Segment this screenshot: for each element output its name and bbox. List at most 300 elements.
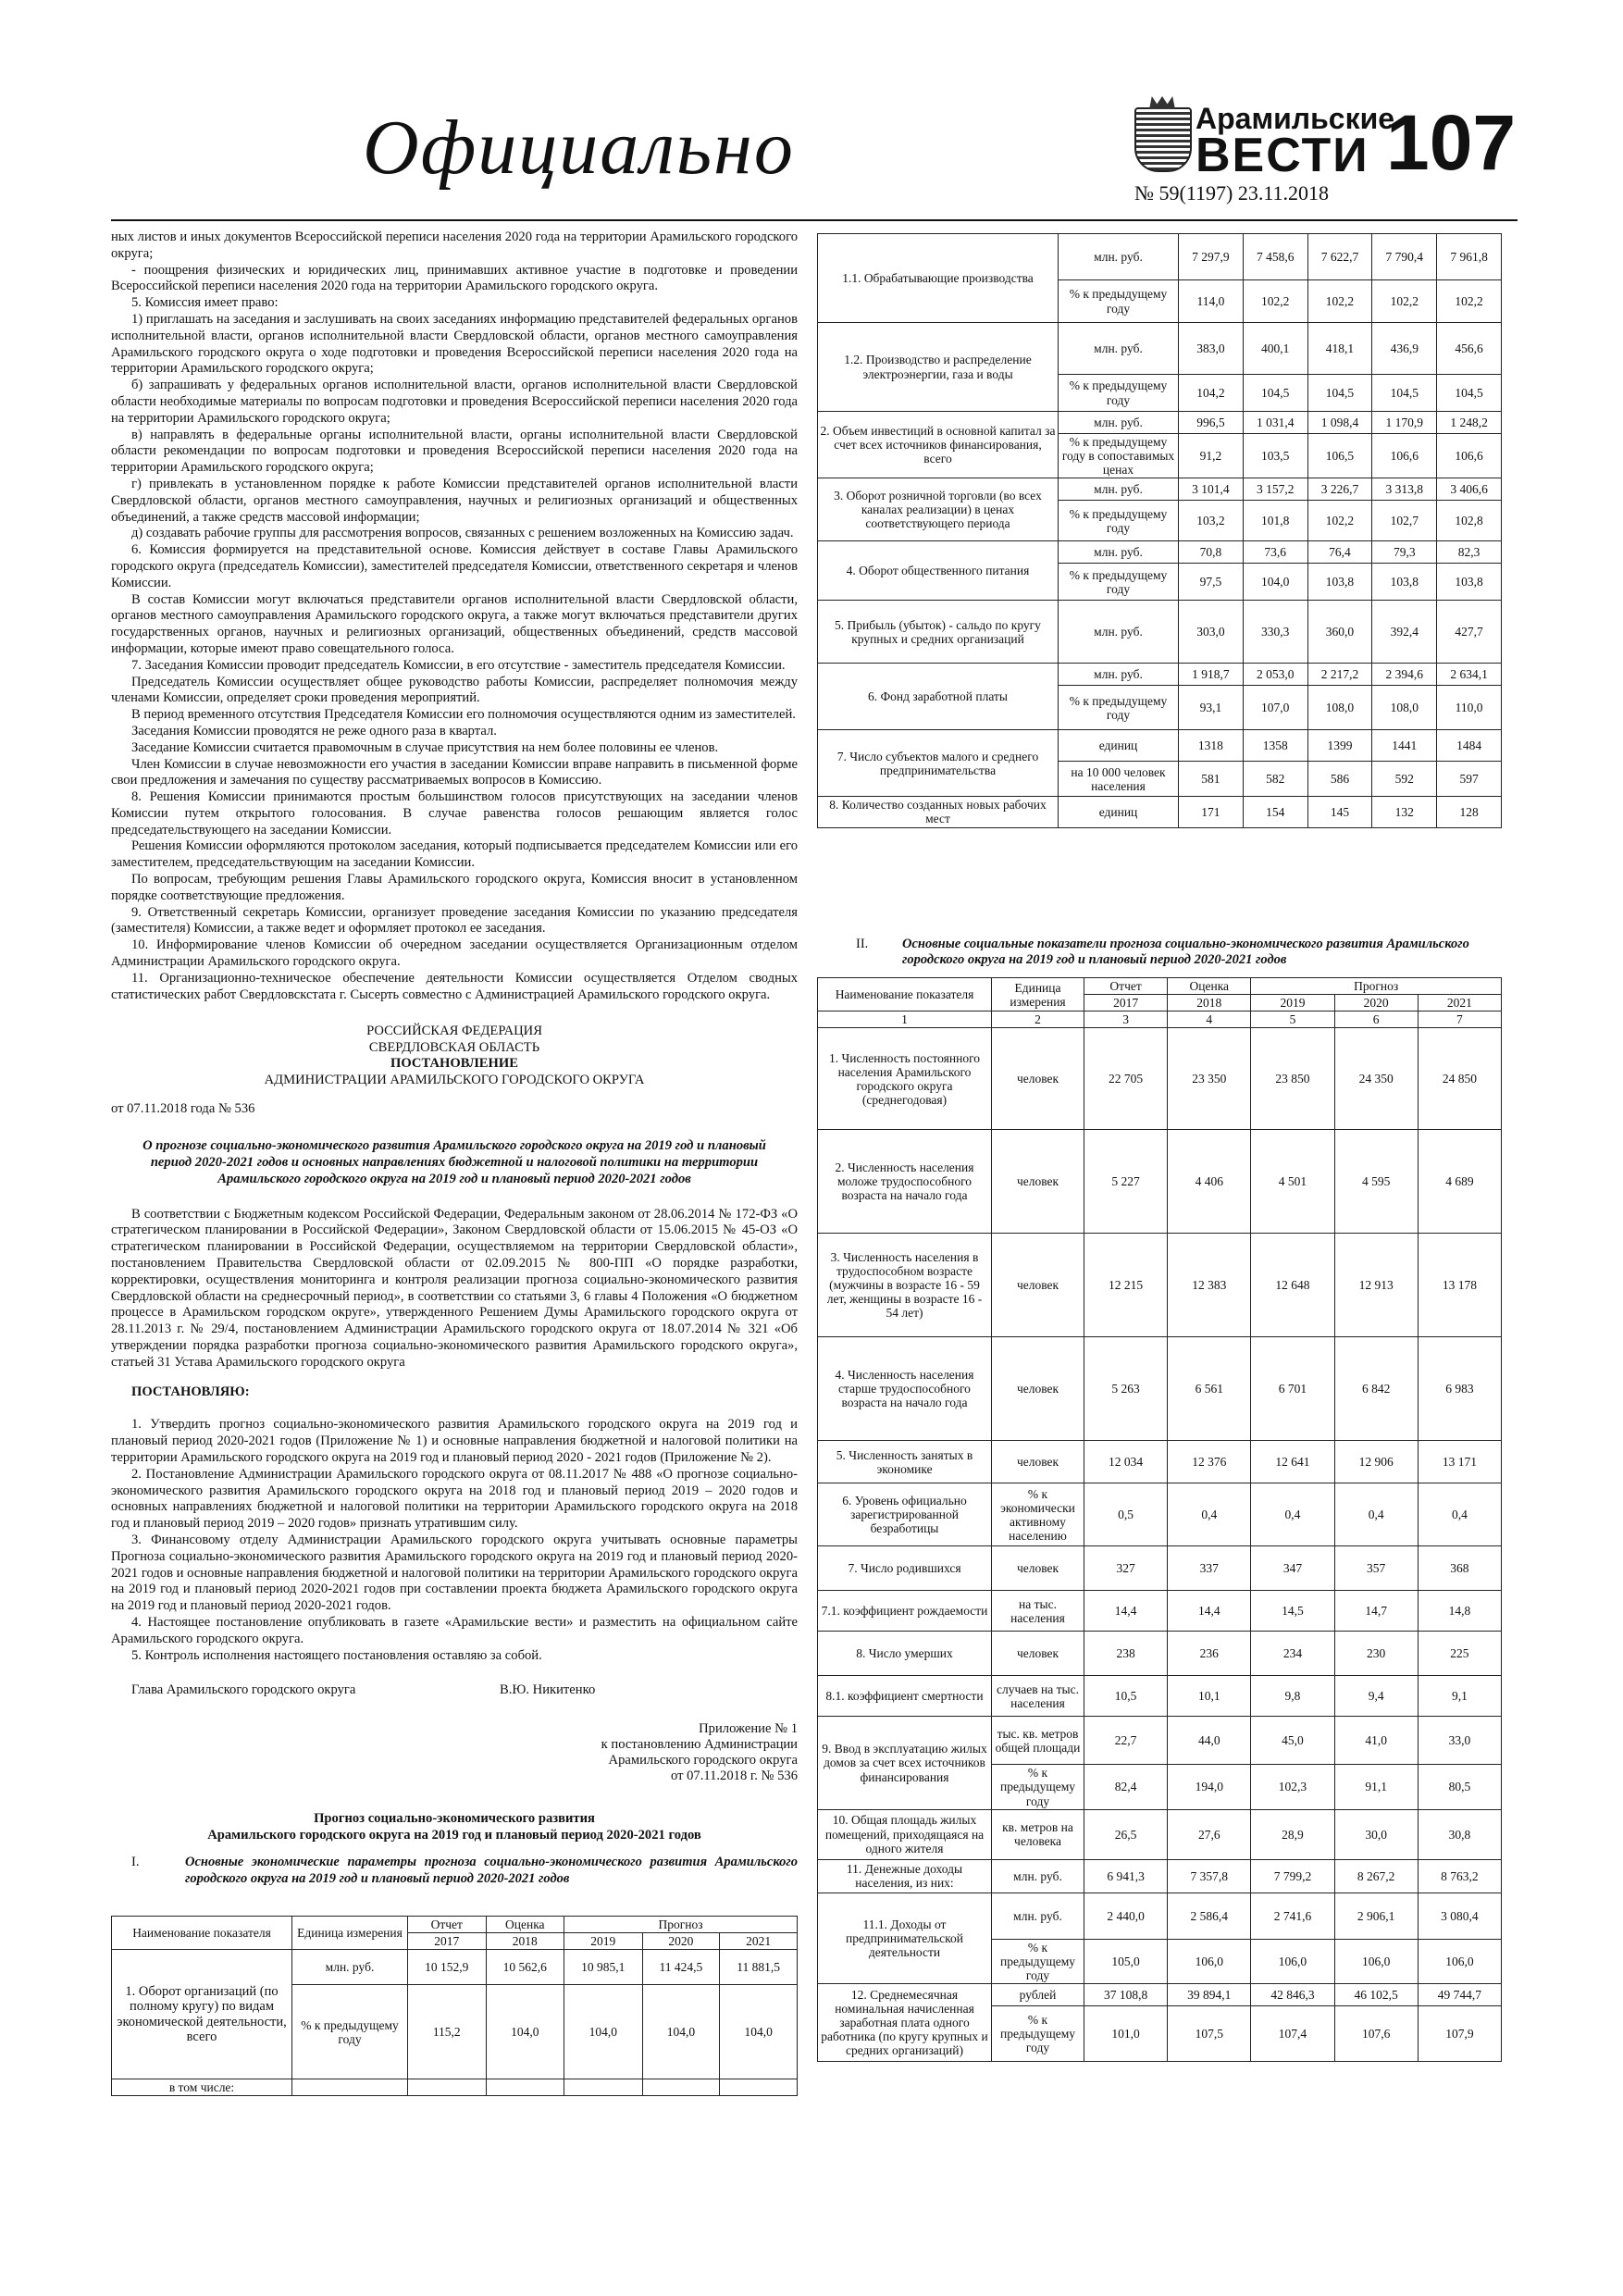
- paper-name-top: Арамильские: [1196, 102, 1395, 135]
- cell-unit: % к предыдущему году: [1059, 280, 1179, 323]
- cell-value: 418,1: [1307, 323, 1372, 375]
- th-year: 2019: [1251, 995, 1334, 1011]
- decree-title: О прогнозе социально-экономического развития Арамильского городского округа на 2019 год и плановый период 2020-2021 годов и основных направлениях бюджетной и налоговой политики на территории Арамильского городского округа на 2019 год и плановый период 2020-2021 годов: [142, 1138, 766, 1186]
- decree-preamble: В соответствии с Бюджетным кодексом Российской Федерации, Федеральным законом от 28.06.2014 № 172-ФЗ «О стратегическом планировании в Российской Федерации», Законом Свердловской области от 15.06.2015 № 45-ОЗ «О стратегическом планировании в Российской Федерации, осуществляемом на территории Свердловской области», постановлением Правительства Свердловской области от 02.09.2015 № 800-ПП «О порядке разработки, корректировки, осуществления мониторинга и контроля реализации прогноза социально-экономического развития Свердловской области на среднесрочный период», в соответствии со статьями 3, 6 главы 4 Положения «О бюджетном процессе в Арамильском городском округе», утвержденного Решением Думы Арамильского городского округа от 28.11.2013 г. № 29/4, постановлением Администрации Арамильского городского округа от 18.07.2014 № 321 «Об утверждении порядка разработки прогноза социально-экономического развития Арамильского городского округа», статьей 31 Устава Арамильского городского округа: [111, 1206, 798, 1370]
- cell-unit: человек: [992, 1441, 1084, 1483]
- cell-value: 76,4: [1307, 541, 1372, 564]
- regulation-paragraph: в) направлять в федеральные органы исполнительной власти, органы исполнительной власти Свердловской области рекомендации по вопросам подготовки и проведения Всероссийской переписи населения 2020 года на территории Арамильского городского округа;: [111, 427, 798, 476]
- cell-value: 114,0: [1179, 280, 1244, 323]
- cell-value: 14,5: [1251, 1591, 1334, 1632]
- cell-value: 106,6: [1372, 434, 1437, 478]
- cell-value: 0,4: [1418, 1483, 1501, 1546]
- cell-unit: % к предыдущему году: [292, 1985, 408, 2079]
- cell-value: 327: [1084, 1546, 1168, 1591]
- regulation-paragraph: В период временного отсутствия Председателя Комиссии его полномочия осуществляются одним из заместителей.: [131, 707, 796, 723]
- regulation-paragraph: 11. Организационно-техническое обеспечение деятельности Комиссии осуществляется Отделом сводных статистических работ Свердловскстата г. Сысерть совместно с Администрацией Арамильского городского округа.: [111, 970, 798, 1002]
- cell-value: 330,3: [1243, 601, 1307, 664]
- cell-value: 91,2: [1179, 434, 1244, 478]
- cell-value: 107,9: [1418, 2005, 1501, 2061]
- cell-unit: единиц: [1059, 730, 1179, 762]
- cell-value: 132: [1372, 797, 1437, 827]
- cell-value: 357: [1334, 1546, 1418, 1591]
- cell-value: [408, 2079, 487, 2096]
- cell-value: 104,0: [1243, 564, 1307, 601]
- cell-value: [486, 2079, 564, 2096]
- cell-value: 105,0: [1084, 1939, 1168, 1983]
- cell-value: 10 985,1: [564, 1950, 643, 1985]
- cell-value: 102,7: [1372, 501, 1437, 541]
- cell-value: 597: [1437, 762, 1502, 797]
- cell-value: 225: [1418, 1632, 1501, 1676]
- regulation-paragraph: 6. Комиссия формируется на представительной основе. Комиссия действует в составе Главы Арамильского городского округа (председатель Комиссии), заместителей председателя Комиссии, ответственного секретаря и членов Комиссии.: [111, 542, 798, 590]
- header-divider: [111, 219, 1518, 221]
- row-name: 11.1. Доходы от предпринимательской деятельности: [818, 1893, 992, 1983]
- cell-unit: % к экономически активному населению: [992, 1483, 1084, 1546]
- cell-value: 79,3: [1372, 541, 1437, 564]
- cell-value: 1441: [1372, 730, 1437, 762]
- th-year: 2020: [1334, 995, 1418, 1011]
- cell-value: 101,0: [1084, 2005, 1168, 2061]
- cell-value: 592: [1372, 762, 1437, 797]
- cell-value: 102,2: [1307, 280, 1372, 323]
- regulation-paragraph: ных листов и иных документов Всероссийской переписи населения 2020 года на территории Арамильского городского округа;: [111, 230, 798, 261]
- regulation-paragraph: - поощрения физических и юридических лиц, принимавших активное участие в подготовке и проведении Всероссийской переписи населения 2020 года на территории Арамильского городского округа.: [111, 262, 798, 294]
- cell-unit: тыс. кв. метров общей площади: [992, 1717, 1084, 1765]
- cell-value: 104,5: [1243, 375, 1307, 412]
- cell-value: 104,0: [720, 1985, 798, 2079]
- cell-value: 7 790,4: [1372, 234, 1437, 280]
- regulation-paragraph: 10. Информирование членов Комиссии об очередном заседании осуществляется Организационным отделом Администрации Арамильского городского округа.: [111, 937, 798, 970]
- cell-value: 108,0: [1307, 686, 1372, 730]
- paper-name-main: ВЕСТИ: [1196, 129, 1369, 182]
- cell-value: 22,7: [1084, 1717, 1168, 1765]
- cell-value: 80,5: [1418, 1765, 1501, 1809]
- cell-value: 107,4: [1251, 2005, 1334, 2061]
- cell-value: 102,2: [1372, 280, 1437, 323]
- decree-header: [111, 1024, 798, 1088]
- cell-value: 3 313,8: [1372, 478, 1437, 501]
- decree-item: 5. Контроль исполнения настоящего постановления оставляю за собой.: [131, 1647, 542, 1663]
- cell-unit: рублей: [992, 1983, 1084, 2005]
- cell-unit: % к предыдущему году: [992, 1765, 1084, 1809]
- cell-value: 9,8: [1251, 1676, 1334, 1717]
- section-number: I.: [131, 1855, 140, 1870]
- row-name: 12. Среднемесячная номинальная начисленная заработная плата одного работника (по кругу крупных и средних организаций): [818, 1983, 992, 2061]
- cell-unit: человек: [992, 1337, 1084, 1441]
- cell-value: 4 689: [1418, 1130, 1501, 1234]
- cell-value: 347: [1251, 1546, 1334, 1591]
- cell-value: 28,9: [1251, 1809, 1334, 1859]
- cell-value: 2 741,6: [1251, 1893, 1334, 1939]
- cell-value: 11 424,5: [642, 1950, 720, 1985]
- cell-value: 44,0: [1168, 1717, 1251, 1765]
- th-unit: Единица измерения: [992, 978, 1084, 1011]
- row-name: 6. Уровень официально зарегистрированной безработицы: [818, 1483, 992, 1546]
- appendix-line: Арамильского городского округа: [608, 1752, 798, 1768]
- cell-value: 6 561: [1168, 1337, 1251, 1441]
- cell-value: 27,6: [1168, 1809, 1251, 1859]
- row-name: в том числе:: [112, 2079, 292, 2096]
- section-title: Основные социальные показатели прогноза социально-экономического развития Арамильского городского округа на 2019 год и плановый период 2020-2021 годов: [902, 937, 1469, 968]
- row-name: 2. Численность населения моложе трудоспособного возраста на начало года: [818, 1130, 992, 1234]
- decree-item: 3. Финансовому отделу Администрации Арамильского городского округа учитывать основные параметры Прогноза социально-экономического развития Арамильского городского округа на 2019 год и плановый период 2020-2021 годов и основные направления бюджетной и налоговой политики на территории Арамильского городского округа на 2019 год и плановый период 2020-2021 годов при составлении проекта бюджета Арамильского городского округа на 2019 год и плановый период 2020-2021 годов.: [111, 1532, 798, 1614]
- cell-value: 41,0: [1334, 1717, 1418, 1765]
- cell-unit: человек: [992, 1632, 1084, 1676]
- cell-value: 24 850: [1418, 1028, 1501, 1130]
- cell-value: 1 170,9: [1372, 412, 1437, 434]
- th-report: Отчет: [1084, 978, 1168, 995]
- th-year: 2021: [1418, 995, 1501, 1011]
- cell-value: 12 906: [1334, 1441, 1418, 1483]
- cell-value: 103,8: [1307, 564, 1372, 601]
- cell-value: 9,4: [1334, 1676, 1418, 1717]
- regulation-paragraph: 7. Заседания Комиссии проводит председатель Комиссии, в его отсутствие - заместитель председателя Комиссии.: [131, 657, 786, 673]
- cell-unit: % к предыдущему году: [1059, 564, 1179, 601]
- decree-country: РОССИЙСКАЯ ФЕДЕРАЦИЯ: [366, 1024, 542, 1039]
- cell-unit: % к предыдущему году: [1059, 501, 1179, 541]
- row-name: 6. Фонд заработной платы: [818, 664, 1059, 730]
- cell-unit: млн. руб.: [292, 1950, 408, 1985]
- cell-value: 1358: [1243, 730, 1307, 762]
- cell-value: 22 705: [1084, 1028, 1168, 1130]
- cell-value: 107,6: [1334, 2005, 1418, 2061]
- row-name: 1.2. Производство и распределение электроэнергии, газа и воды: [818, 323, 1059, 412]
- appendix-line: Приложение № 1: [699, 1721, 798, 1737]
- cell-value: 45,0: [1251, 1717, 1334, 1765]
- cell-value: 106,0: [1251, 1939, 1334, 1983]
- section-title: Официально: [363, 105, 795, 191]
- regulation-paragraph: 5. Комиссия имеет право:: [131, 295, 279, 311]
- decree-region: СВЕРДЛОВСКАЯ ОБЛАСТЬ: [368, 1039, 540, 1055]
- th-name: Наименование показателя: [112, 1917, 292, 1950]
- cell-value: 4 595: [1334, 1130, 1418, 1234]
- section1-heading: [111, 1855, 798, 1887]
- cell-value: 171: [1179, 797, 1244, 827]
- cell-value: 101,8: [1243, 501, 1307, 541]
- th-estimate: Оценка: [486, 1917, 564, 1933]
- masthead: [1134, 99, 1532, 205]
- cell-value: 103,8: [1437, 564, 1502, 601]
- cell-value: 194,0: [1168, 1765, 1251, 1809]
- cell-value: 30,8: [1418, 1809, 1501, 1859]
- row-name: 8. Число умерших: [818, 1632, 992, 1676]
- cell-value: 12 641: [1251, 1441, 1334, 1483]
- cell-value: 1 031,4: [1243, 412, 1307, 434]
- cell-value: 104,0: [564, 1985, 643, 2079]
- cell-unit: % к предыдущему году в сопоставимых ценах: [1059, 434, 1179, 478]
- cell-value: 82,4: [1084, 1765, 1168, 1809]
- cell-value: 12 648: [1251, 1234, 1334, 1337]
- cell-value: 106,0: [1334, 1939, 1418, 1983]
- th-year: 2018: [486, 1933, 564, 1950]
- row-name: 4. Оборот общественного питания: [818, 541, 1059, 601]
- cell-value: 581: [1179, 762, 1244, 797]
- cell-value: 582: [1243, 762, 1307, 797]
- row-name: 9. Ввод в эксплуатацию жилых домов за счет всех источников финансирования: [818, 1717, 992, 1809]
- cell-value: 7 357,8: [1168, 1859, 1251, 1893]
- cell-value: 3 101,4: [1179, 478, 1244, 501]
- cell-value: 107,0: [1243, 686, 1307, 730]
- cell-value: 13 178: [1418, 1234, 1501, 1337]
- cell-value: 8 763,2: [1418, 1859, 1501, 1893]
- cell-value: 230: [1334, 1632, 1418, 1676]
- cell-value: 7 622,7: [1307, 234, 1372, 280]
- cell-unit: млн. руб.: [1059, 478, 1179, 501]
- th-year: 2019: [564, 1933, 643, 1950]
- decree-date: от 07.11.2018 года № 536: [111, 1101, 255, 1117]
- cell-value: 1484: [1437, 730, 1502, 762]
- cell-value: 400,1: [1243, 323, 1307, 375]
- cell-unit: человек: [992, 1234, 1084, 1337]
- th-name: Наименование показателя: [818, 978, 992, 1011]
- cell-value: 14,4: [1168, 1591, 1251, 1632]
- cell-value: 1318: [1179, 730, 1244, 762]
- cell-value: 7 458,6: [1243, 234, 1307, 280]
- regulation-paragraph: г) привлекать в установленном порядке к работе Комиссии представителей органов исполнительной власти Свердловской области, органов местного самоуправления, научных и религиозных организаций и общественных объединений, а также средств массовой информации;: [111, 476, 798, 525]
- cell-unit: % к предыдущему году: [992, 2005, 1084, 2061]
- th-colnum: 2: [992, 1011, 1084, 1028]
- cell-value: 14,7: [1334, 1591, 1418, 1632]
- cell-value: 106,5: [1307, 434, 1372, 478]
- cell-value: 106,0: [1418, 1939, 1501, 1983]
- cell-value: 14,4: [1084, 1591, 1168, 1632]
- decree-resolve: ПОСТАНОВЛЯЮ:: [131, 1384, 250, 1399]
- th-colnum: 3: [1084, 1011, 1168, 1028]
- cell-value: 7 799,2: [1251, 1859, 1334, 1893]
- th-unit: Единица измерения: [292, 1917, 408, 1950]
- cell-value: 82,3: [1437, 541, 1502, 564]
- cell-value: 1 098,4: [1307, 412, 1372, 434]
- cell-value: 2 217,2: [1307, 664, 1372, 686]
- cell-value: 1399: [1307, 730, 1372, 762]
- cell-value: 106,0: [1168, 1939, 1251, 1983]
- cell-unit: % к предыдущему году: [1059, 686, 1179, 730]
- cell-value: 91,1: [1334, 1765, 1418, 1809]
- cell-value: 6 842: [1334, 1337, 1418, 1441]
- row-name: 5. Прибыль (убыток) - сальдо по кругу крупных и средних организаций: [818, 601, 1059, 664]
- cell-value: 3 406,6: [1437, 478, 1502, 501]
- cell-value: 2 440,0: [1084, 1893, 1168, 1939]
- cell-value: 12 376: [1168, 1441, 1251, 1483]
- cell-value: 106,6: [1437, 434, 1502, 478]
- regulation-paragraph: Член Комиссии в случае невозможности его участия в заседании Комиссии вправе направить в письменной форме свои предложения и замечания по существу рассматриваемых вопросов в Комиссию.: [111, 756, 798, 788]
- row-name: 7. Число родившихся: [818, 1546, 992, 1591]
- th-year: 2020: [642, 1933, 720, 1950]
- cell-value: [720, 2079, 798, 2096]
- regulation-paragraph: По вопросам, требующим решения Главы Арамильского городского округа, Комиссия вносит в установленном порядке соответствующие предложения.: [111, 872, 798, 903]
- cell-value: 104,5: [1372, 375, 1437, 412]
- cell-value: 110,0: [1437, 686, 1502, 730]
- cell-value: 8 267,2: [1334, 1859, 1418, 1893]
- cell-value: 37 108,8: [1084, 1983, 1168, 2005]
- cell-value: 30,0: [1334, 1809, 1418, 1859]
- issue-info: № 59(1197) 23.11.2018: [1134, 181, 1330, 205]
- cell-value: 383,0: [1179, 323, 1244, 375]
- cell-value: 24 350: [1334, 1028, 1418, 1130]
- signature-role: Глава Арамильского городского округа: [131, 1682, 356, 1698]
- th-colnum: 7: [1418, 1011, 1501, 1028]
- forecast-title: [111, 1811, 798, 1843]
- regulation-paragraph: 1) приглашать на заседания и заслушивать на своих заседаниях информацию представителей федеральных органов исполнительной власти, органов исполнительной власти Свердловской области, органов местного самоуправления Арамильского городского округа о ходе подготовки и проведения Всероссийской переписи населения 2020 года на территории Арамильского городского округа;: [111, 311, 798, 377]
- cell-value: 102,8: [1437, 501, 1502, 541]
- cell-value: 236: [1168, 1632, 1251, 1676]
- appendix-line: к постановлению Администрации: [601, 1737, 798, 1753]
- cell-unit: человек: [992, 1130, 1084, 1234]
- cell-value: 13 171: [1418, 1441, 1501, 1483]
- cell-value: 145: [1307, 797, 1372, 827]
- left-column: [111, 230, 798, 1887]
- cell-value: 586: [1307, 762, 1372, 797]
- decree-item: 1. Утвердить прогноз социально-экономического развития Арамильского городского округа на 2019 год и плановый период 2020-2021 годов (Приложение № 1) и основные направления бюджетной и налоговой политики на территории Арамильского городского округа на 2019 год и плановый период 2020 - 2021 годов (Приложение № 2).: [111, 1417, 798, 1465]
- cell-value: 337: [1168, 1546, 1251, 1591]
- cell-unit: [292, 2079, 408, 2096]
- commission-regulation-text: [111, 230, 798, 1003]
- row-name: 4. Численность населения старше трудоспособного возраста на начало года: [818, 1337, 992, 1441]
- cell-unit: на тыс. населения: [992, 1591, 1084, 1632]
- cell-value: 73,6: [1243, 541, 1307, 564]
- cell-value: 97,5: [1179, 564, 1244, 601]
- cell-unit: млн. руб.: [1059, 601, 1179, 664]
- social-indicators-table: [817, 977, 1502, 2062]
- row-name: 1. Численность постоянного населения Арамильского городского округа (среднегодовая): [818, 1028, 992, 1130]
- cell-value: 436,9: [1372, 323, 1437, 375]
- cell-value: 10,1: [1168, 1676, 1251, 1717]
- cell-value: 33,0: [1418, 1717, 1501, 1765]
- row-name: 7.1. коэффициент рождаемости: [818, 1591, 992, 1632]
- coat-of-arms-icon: [1134, 107, 1192, 172]
- cell-value: 3 157,2: [1243, 478, 1307, 501]
- cell-value: 14,8: [1418, 1591, 1501, 1632]
- cell-value: 7 297,9: [1179, 234, 1244, 280]
- cell-value: 49 744,7: [1418, 1983, 1501, 2005]
- cell-value: 2 906,1: [1334, 1893, 1418, 1939]
- cell-value: 10 152,9: [408, 1950, 487, 1985]
- cell-value: 103,2: [1179, 501, 1244, 541]
- cell-value: 104,0: [642, 1985, 720, 2079]
- th-forecast: Прогноз: [564, 1917, 798, 1933]
- cell-value: 2 586,4: [1168, 1893, 1251, 1939]
- cell-value: [564, 2079, 643, 2096]
- appendix-note: [111, 1721, 798, 1783]
- cell-value: 6 983: [1418, 1337, 1501, 1441]
- cell-value: 102,2: [1307, 501, 1372, 541]
- cell-value: 427,7: [1437, 601, 1502, 664]
- decree-type: ПОСТАНОВЛЕНИЕ: [390, 1056, 518, 1072]
- th-colnum: 1: [818, 1011, 992, 1028]
- signature: [111, 1682, 798, 1710]
- cell-value: 108,0: [1372, 686, 1437, 730]
- cell-unit: млн. руб.: [992, 1893, 1084, 1939]
- cell-value: 5 227: [1084, 1130, 1168, 1234]
- row-name: 5. Численность занятых в экономике: [818, 1441, 992, 1483]
- regulation-paragraph: б) запрашивать у федеральных органов исполнительной власти, органов исполнительной власти Свердловской области необходимые материалы по вопросам подготовки и проведения Всероссийской переписи населения 2020 года на территории Арамильского городского округа;: [111, 378, 798, 426]
- cell-value: 70,8: [1179, 541, 1244, 564]
- section-title: Основные экономические параметры прогноза социально-экономического развития Арамильского городского округа на 2019 год и плановый период 2020-2021 годов: [185, 1855, 798, 1886]
- cell-unit: млн. руб.: [1059, 323, 1179, 375]
- cell-value: 2 634,1: [1437, 664, 1502, 686]
- cell-value: 2 053,0: [1243, 664, 1307, 686]
- cell-value: 103,5: [1243, 434, 1307, 478]
- cell-value: 102,3: [1251, 1765, 1334, 1809]
- cell-value: 93,1: [1179, 686, 1244, 730]
- th-colnum: 4: [1168, 1011, 1251, 1028]
- th-colnum: 5: [1251, 1011, 1334, 1028]
- cell-value: 234: [1251, 1632, 1334, 1676]
- row-name: 2. Объем инвестиций в основной капитал за счет всех источников финансирования, всего: [818, 412, 1059, 478]
- regulation-paragraph: д) создавать рабочие группы для рассмотрения вопросов, связанных с решением возложенных на Комиссию задач.: [131, 526, 794, 541]
- cell-value: 104,5: [1437, 375, 1502, 412]
- row-name: 7. Число субъектов малого и среднего предпринимательства: [818, 730, 1059, 797]
- cell-value: 12 034: [1084, 1441, 1168, 1483]
- cell-value: 11 881,5: [720, 1950, 798, 1985]
- economic-params-table-part1: [111, 1916, 798, 2096]
- section2-heading: [856, 937, 1502, 969]
- cell-value: 12 215: [1084, 1234, 1168, 1337]
- row-name: 11. Денежные доходы населения, из них:: [818, 1859, 992, 1893]
- th-year: 2017: [1084, 995, 1168, 1011]
- th-forecast: Прогноз: [1251, 978, 1502, 995]
- th-estimate: Оценка: [1168, 978, 1251, 995]
- cell-value: 102,2: [1243, 280, 1307, 323]
- forecast-title-line: Прогноз социально-экономического развития: [314, 1811, 595, 1827]
- cell-value: 104,5: [1307, 375, 1372, 412]
- cell-value: 3 080,4: [1418, 1893, 1501, 1939]
- cell-unit: человек: [992, 1546, 1084, 1591]
- decree-items: [111, 1417, 798, 1664]
- cell-unit: млн. руб.: [1059, 664, 1179, 686]
- cell-value: 996,5: [1179, 412, 1244, 434]
- th-year: 2017: [408, 1933, 487, 1950]
- th-year: 2021: [720, 1933, 798, 1950]
- decree-item: 4. Настоящее постановление опубликовать в газете «Арамильские вести» и разместить на официальном сайте Арамильского городского округа.: [111, 1614, 798, 1646]
- cell-unit: случаев на тыс. населения: [992, 1676, 1084, 1717]
- cell-unit: млн. руб.: [1059, 541, 1179, 564]
- cell-value: 10,5: [1084, 1676, 1168, 1717]
- cell-value: 5 263: [1084, 1337, 1168, 1441]
- cell-value: 46 102,5: [1334, 1983, 1418, 2005]
- forecast-title-line: Арамильского городского округа на 2019 год и плановый период 2020-2021 годов: [207, 1827, 701, 1843]
- section-number: II.: [856, 937, 869, 951]
- cell-value: 39 894,1: [1168, 1983, 1251, 2005]
- cell-unit: % к предыдущему году: [992, 1939, 1084, 1983]
- cell-value: 107,5: [1168, 2005, 1251, 2061]
- cell-value: 0,4: [1168, 1483, 1251, 1546]
- cell-value: 1 918,7: [1179, 664, 1244, 686]
- page-number: 107: [1386, 99, 1517, 186]
- decree-issuer: АДМИНИСТРАЦИИ АРАМИЛЬСКОГО ГОРОДСКОГО ОКРУГА: [264, 1072, 645, 1087]
- appendix-line: от 07.11.2018 г. № 536: [670, 1768, 798, 1783]
- cell-value: 360,0: [1307, 601, 1372, 664]
- cell-value: 392,4: [1372, 601, 1437, 664]
- cell-unit: человек: [992, 1028, 1084, 1130]
- cell-value: 0,4: [1334, 1483, 1418, 1546]
- cell-unit: млн. руб.: [1059, 234, 1179, 280]
- cell-value: 2 394,6: [1372, 664, 1437, 686]
- cell-value: 102,2: [1437, 280, 1502, 323]
- cell-value: 456,6: [1437, 323, 1502, 375]
- row-name: 8.1. коэффициент смертности: [818, 1676, 992, 1717]
- row-name: 3. Оборот розничной торговли (во всех каналах реализации) в ценах соответствующего периода: [818, 478, 1059, 541]
- row-name: 3. Численность населения в трудоспособном возрасте (мужчины в возрасте 16 - 59 лет, женщины в возрасте 16 - 54 лет): [818, 1234, 992, 1337]
- cell-value: 7 961,8: [1437, 234, 1502, 280]
- row-name: 8. Количество созданных новых рабочих мест: [818, 797, 1059, 827]
- cell-value: 10 562,6: [486, 1950, 564, 1985]
- cell-value: 238: [1084, 1632, 1168, 1676]
- cell-value: 115,2: [408, 1985, 487, 2079]
- th-colnum: 6: [1334, 1011, 1418, 1028]
- th-year: 2018: [1168, 995, 1251, 1011]
- regulation-paragraph: Заседания Комиссии проводятся не реже одного раза в квартал.: [131, 723, 497, 738]
